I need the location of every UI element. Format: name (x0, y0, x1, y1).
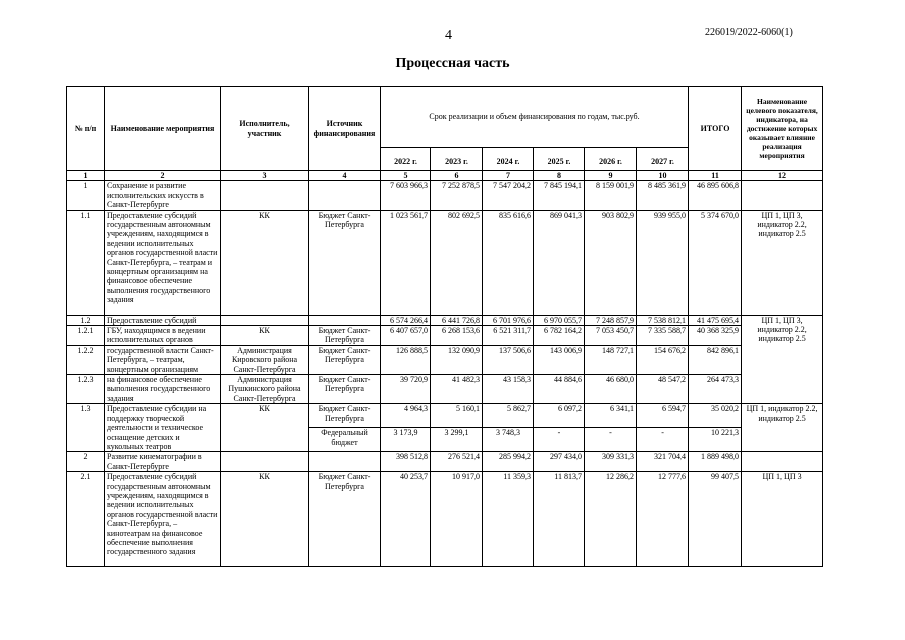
row-value: 309 331,3 (585, 452, 637, 472)
row-executor (221, 452, 309, 472)
row-value: 7 603 966,3 (381, 181, 431, 210)
row-value: 11 813,7 (534, 472, 585, 567)
row-value: 4 964,3 (381, 404, 431, 428)
header-total: ИТОГО (689, 87, 742, 171)
column-number: 7 (483, 171, 534, 181)
row-value: 8 485 361,9 (637, 181, 689, 210)
row-source: Федеральный бюджет (309, 428, 381, 452)
row-value: 1 023 561,7 (381, 210, 431, 315)
row-name: государственной власти Санкт-Петербурга, – театрам, концертным организациям (105, 345, 221, 374)
row-value: 398 512,8 (381, 452, 431, 472)
row-value: 3 299,1 (431, 428, 483, 452)
row-source: Бюджет Санкт-Петербурга (309, 210, 381, 315)
row-value: 6 268 153,6 (431, 326, 483, 346)
row-value: 40 253,7 (381, 472, 431, 567)
row-indicator: ЦП 1, индикатор 2.2, индикатор 2.5 (742, 404, 823, 452)
row-value: 39 720,9 (381, 375, 431, 404)
table-row (67, 315, 823, 325)
column-number: 4 (309, 171, 381, 181)
row-value: 3 173,9 (381, 428, 431, 452)
row-value: 48 547,2 (637, 375, 689, 404)
row-value: 7 845 194,1 (534, 181, 585, 210)
document-code: 226019/2022-6060(1) (705, 27, 793, 38)
row-value: 7 053 450,7 (585, 326, 637, 346)
row-value: 154 676,2 (637, 345, 689, 374)
row-value: 6 441 726,8 (431, 315, 483, 325)
column-number: 9 (585, 171, 637, 181)
header-year: 2023 г. (431, 148, 483, 171)
row-number: 1.1 (67, 210, 105, 315)
table-row (67, 472, 823, 567)
row-executor: КК (221, 326, 309, 346)
row-value: 321 704,4 (637, 452, 689, 472)
header-source: Источник финансирования (309, 87, 381, 171)
row-source (309, 181, 381, 210)
row-name: ГБУ, находящимся в ведении исполнительных органов (105, 326, 221, 346)
page-title: Процессная часть (395, 56, 510, 71)
row-number: 2.1 (67, 472, 105, 567)
row-value: 137 506,6 (483, 345, 534, 374)
column-number: 10 (637, 171, 689, 181)
row-total: 5 374 670,0 (689, 210, 742, 315)
row-number: 1.2 (67, 315, 105, 325)
row-value: 835 616,6 (483, 210, 534, 315)
header-year: 2022 г. (381, 148, 431, 171)
row-value: - (585, 428, 637, 452)
row-value: 6 407 657,0 (381, 326, 431, 346)
row-value: - (637, 428, 689, 452)
table-row (67, 404, 823, 428)
header-year: 2024 г. (483, 148, 534, 171)
table-row (67, 375, 823, 404)
row-value: 7 248 857,9 (585, 315, 637, 325)
row-source: Бюджет Санкт-Петербурга (309, 375, 381, 404)
row-value: 7 335 588,7 (637, 326, 689, 346)
table-row (67, 452, 823, 472)
row-name: Предоставление субсидии на поддержку творческой деятельности и техническое оснащение детских и кукольных театров (105, 404, 221, 452)
row-value: 10 917,0 (431, 472, 483, 567)
row-value: 7 547 204,2 (483, 181, 534, 210)
column-number: 11 (689, 171, 742, 181)
row-value: 939 955,0 (637, 210, 689, 315)
row-value: 6 574 266,4 (381, 315, 431, 325)
row-value: 276 521,4 (431, 452, 483, 472)
row-value: 6 701 976,6 (483, 315, 534, 325)
header-name: Наименование мероприятия (105, 87, 221, 171)
row-value: 6 594,7 (637, 404, 689, 428)
row-value: 869 041,3 (534, 210, 585, 315)
column-number: 8 (534, 171, 585, 181)
row-total: 10 221,3 (689, 428, 742, 452)
row-value: 6 782 164,2 (534, 326, 585, 346)
row-indicator: ЦП 1, ЦП 3, индикатор 2.2, индикатор 2.5 (742, 315, 823, 404)
table-row (67, 345, 823, 374)
process-table (66, 86, 823, 567)
column-number: 1 (67, 171, 105, 181)
row-number: 1.2.1 (67, 326, 105, 346)
row-executor: КК (221, 210, 309, 315)
column-number: 3 (221, 171, 309, 181)
row-executor (221, 315, 309, 325)
row-value: 46 680,0 (585, 375, 637, 404)
row-number: 1 (67, 181, 105, 210)
row-value: 285 994,2 (483, 452, 534, 472)
row-value: 12 777,6 (637, 472, 689, 567)
column-number: 5 (381, 171, 431, 181)
row-source: Бюджет Санкт-Петербурга (309, 472, 381, 567)
row-value: 8 159 001,9 (585, 181, 637, 210)
row-value: 126 888,5 (381, 345, 431, 374)
header-year: 2025 г. (534, 148, 585, 171)
row-total: 40 368 325,9 (689, 326, 742, 346)
row-number: 1.3 (67, 404, 105, 452)
header-period: Срок реализации и объем финансирования по годам, тыс.руб. (381, 87, 689, 148)
row-value: 43 158,3 (483, 375, 534, 404)
row-value: 12 286,2 (585, 472, 637, 567)
row-name: на финансовое обеспечение выполнения государственного задания (105, 375, 221, 404)
header-executor: Исполнитель, участник (221, 87, 309, 171)
row-executor: КК (221, 472, 309, 567)
header-year: 2027 г. (637, 148, 689, 171)
row-number: 2 (67, 452, 105, 472)
row-indicator: ЦП 1, ЦП 3 (742, 472, 823, 567)
row-executor: Администрация Кировского района Санкт-Петербурга (221, 345, 309, 374)
row-value: 5 160,1 (431, 404, 483, 428)
header-year: 2026 г. (585, 148, 637, 171)
row-value: - (534, 428, 585, 452)
row-source (309, 315, 381, 325)
row-value: 6 521 311,7 (483, 326, 534, 346)
row-name: Предоставление субсидий государственным автономным учреждениям, находящимся в ведении исполнительных органов государственной власти Санкт-Петербурга, – театрам и концертным организациям на финансовое обеспечение выполнения государственного задания (105, 210, 221, 315)
row-value: 3 748,3 (483, 428, 534, 452)
row-name: Развитие кинематографии в Санкт-Петербурге (105, 452, 221, 472)
column-numbers-row (67, 171, 823, 181)
row-source (309, 452, 381, 472)
row-indicator (742, 452, 823, 472)
row-value: 143 006,9 (534, 345, 585, 374)
row-source: Бюджет Санкт-Петербурга (309, 345, 381, 374)
row-value: 6 097,2 (534, 404, 585, 428)
row-executor: Администрация Пушкинского района Санкт-Петербурга (221, 375, 309, 404)
row-total: 264 473,3 (689, 375, 742, 404)
row-value: 148 727,1 (585, 345, 637, 374)
row-value: 5 862,7 (483, 404, 534, 428)
row-value: 7 252 878,5 (431, 181, 483, 210)
row-indicator (742, 181, 823, 210)
row-executor (221, 181, 309, 210)
row-total: 1 889 498,0 (689, 452, 742, 472)
row-total: 842 896,1 (689, 345, 742, 374)
row-value: 7 538 812,1 (637, 315, 689, 325)
table-row (67, 181, 823, 210)
page-number: 4 (445, 28, 452, 43)
row-value: 11 359,3 (483, 472, 534, 567)
row-value: 297 434,0 (534, 452, 585, 472)
row-value: 132 090,9 (431, 345, 483, 374)
column-number: 6 (431, 171, 483, 181)
row-value: 41 482,3 (431, 375, 483, 404)
header-num: № п/п (67, 87, 105, 171)
row-indicator: ЦП 1, ЦП 3, индикатор 2.2, индикатор 2.5 (742, 210, 823, 315)
row-executor: КК (221, 404, 309, 452)
row-number: 1.2.3 (67, 375, 105, 404)
row-total: 46 895 606,8 (689, 181, 742, 210)
table-row (67, 210, 823, 315)
row-value: 6 341,1 (585, 404, 637, 428)
column-number: 12 (742, 171, 823, 181)
row-total: 99 407,5 (689, 472, 742, 567)
row-total: 35 020,2 (689, 404, 742, 428)
header-row (67, 87, 823, 148)
table-row (67, 326, 823, 346)
column-number: 2 (105, 171, 221, 181)
row-name: Предоставление субсидий (105, 315, 221, 325)
row-name: Сохранение и развитие исполнительских искусств в Санкт-Петербурге (105, 181, 221, 210)
row-value: 6 970 055,7 (534, 315, 585, 325)
row-value: 903 802,9 (585, 210, 637, 315)
row-value: 802 692,5 (431, 210, 483, 315)
row-value: 44 884,6 (534, 375, 585, 404)
row-total: 41 475 695,4 (689, 315, 742, 325)
row-name: Предоставление субсидий государственным автономным учреждениям, находящимся в ведении исполнительных органов государственной власти Санкт-Петербурга, – кинотеатрам на финансовое обеспечение выполнения государственного задания (105, 472, 221, 567)
row-source: Бюджет Санкт-Петербурга (309, 326, 381, 346)
row-source: Бюджет Санкт-Петербурга (309, 404, 381, 428)
row-number: 1.2.2 (67, 345, 105, 374)
header-indicator: Наименование целевого показателя, индикатора, на достижение которых оказывает влияние реализация мероприятия (742, 87, 823, 171)
